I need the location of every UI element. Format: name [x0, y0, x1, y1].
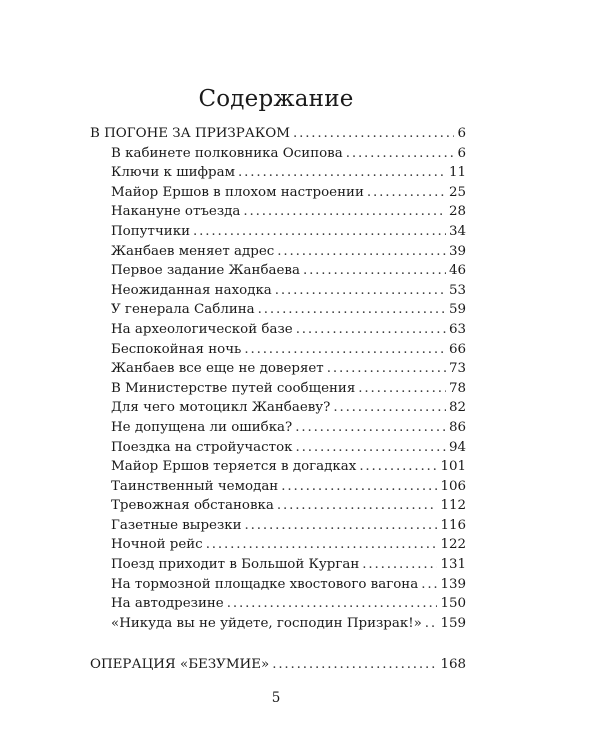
- toc-chapter-entry: [90, 555, 466, 575]
- toc-chapter-entry: [90, 457, 466, 477]
- page-number: 5: [271, 690, 281, 706]
- toc-chapter-entry: [90, 535, 466, 555]
- dot-leader: [425, 614, 438, 634]
- toc-chapter-title: Майор Ершов теряется в догадках: [111, 459, 357, 475]
- toc-chapter-title: В Министерстве путей сообщения: [111, 380, 356, 396]
- toc-page-number: 53: [448, 282, 466, 298]
- toc-chapter-entry: [90, 320, 466, 340]
- dot-leader: [238, 163, 446, 183]
- toc-chapter-title: Накануне отъезда: [111, 204, 241, 220]
- toc-chapter-entry: [90, 418, 466, 438]
- toc-chapter-title: Ночной рейс: [111, 537, 203, 553]
- toc-chapter-entry: [90, 163, 466, 183]
- dot-leader: [277, 496, 438, 516]
- toc-page-number: 106: [440, 478, 466, 494]
- toc-chapter-entry: [90, 222, 466, 242]
- toc-chapter-title: Жанбаев все еще не доверяет: [111, 361, 324, 377]
- toc-page-number: 46: [448, 263, 466, 279]
- toc-chapter-title: У генерала Саблина: [111, 302, 255, 318]
- toc-chapter-entry: [90, 300, 466, 320]
- toc-page-number: 116: [440, 517, 466, 533]
- toc-part-entry: [90, 124, 466, 144]
- dot-leader: [206, 535, 438, 555]
- toc-chapter-entry: [90, 438, 466, 458]
- toc-page-number: 112: [440, 498, 466, 514]
- dot-leader: [272, 655, 437, 675]
- dot-leader: [333, 398, 446, 418]
- toc-chapter-title: Попутчики: [111, 223, 191, 239]
- toc-page-number: 168: [440, 657, 466, 673]
- toc-chapter-entry: [90, 516, 466, 536]
- toc-chapter-title: Первое задание Жанбаева: [111, 263, 300, 279]
- dot-leader: [421, 575, 437, 595]
- dot-leader: [296, 320, 446, 340]
- toc-page-number: 6: [457, 126, 466, 141]
- toc-page-number: 139: [440, 576, 466, 592]
- toc-chapter-entry: [90, 614, 466, 634]
- dot-leader: [193, 222, 446, 242]
- toc-chapter-title: Таинственный чемодан: [111, 478, 279, 494]
- toc-chapter-title: Жанбаев меняет адрес: [111, 243, 275, 259]
- toc-chapter-title: На автодрезине: [111, 596, 224, 612]
- dot-leader: [327, 359, 446, 379]
- dot-leader: [359, 457, 437, 477]
- dot-leader: [227, 594, 438, 614]
- dot-leader: [367, 183, 446, 203]
- dot-leader: [296, 438, 446, 458]
- toc-chapter-entry: [90, 496, 466, 516]
- toc-page-number: 159: [440, 615, 466, 631]
- toc-chapter-title: В кабинете полковника Осипова: [111, 145, 343, 161]
- toc-part-entry: [90, 655, 466, 675]
- dot-leader: [303, 261, 446, 281]
- toc-chapter-title: Ключи к шифрам: [111, 165, 236, 181]
- toc-page-number: 39: [448, 243, 466, 259]
- dot-leader: [244, 340, 446, 360]
- toc-page-number: 11: [448, 165, 466, 181]
- toc-chapter-title: Поезд приходит в Большой Курган: [111, 557, 360, 573]
- toc-page-number: 78: [448, 380, 466, 396]
- toc-page-number: 131: [440, 557, 466, 573]
- toc-page-number: 101: [440, 459, 466, 475]
- toc-chapter-entry: [90, 575, 466, 595]
- toc-chapter-title: Газетные вырезки: [111, 517, 242, 533]
- toc-page-number: 86: [448, 419, 466, 435]
- dot-leader: [362, 555, 437, 575]
- dot-leader: [358, 379, 446, 399]
- toc-part-title: ОПЕРАЦИЯ «БЕЗУМИЕ»: [90, 657, 270, 673]
- toc-chapter-title: Майор Ершов в плохом настроении: [111, 184, 364, 200]
- toc-chapter-title: Не допущена ли ошибка?: [111, 419, 293, 435]
- toc-chapter-title: На тормозной площадке хвостового вагона: [111, 576, 419, 592]
- dot-leader: [245, 516, 438, 536]
- toc-chapter-title: Неожиданная находка: [111, 282, 272, 298]
- toc-chapter-entry: [90, 398, 466, 418]
- toc-chapter-entry: [90, 359, 466, 379]
- toc-page-number: 63: [448, 321, 466, 337]
- dot-leader: [277, 242, 446, 262]
- toc-page-number: 150: [440, 596, 466, 612]
- dot-leader: [275, 281, 446, 301]
- toc-chapter-entry: [90, 477, 466, 497]
- toc-chapter-entry: [90, 281, 466, 301]
- page-title: Содержание: [198, 86, 354, 112]
- toc-page-number: 66: [448, 341, 466, 357]
- toc-chapter-title: «Никуда вы не уйдете, господин Призрак!»: [111, 615, 422, 631]
- toc-chapter-entry: [90, 144, 466, 164]
- toc-page-number: 6: [457, 145, 466, 161]
- toc-page-number: 34: [448, 223, 466, 239]
- table-of-contents: [90, 124, 466, 675]
- toc-chapter-entry: [90, 261, 466, 281]
- toc-chapter-entry: [90, 379, 466, 399]
- toc-chapter-entry: [90, 183, 466, 203]
- dot-leader: [346, 144, 455, 164]
- dot-leader: [295, 418, 446, 438]
- toc-chapter-title: На археологической базе: [111, 321, 293, 337]
- toc-chapter-entry: [90, 242, 466, 262]
- toc-page-number: 73: [448, 361, 466, 377]
- toc-page-number: 59: [448, 302, 466, 318]
- toc-page-number: 28: [448, 204, 466, 220]
- toc-part-title: В ПОГОНЕ ЗА ПРИЗРАКОМ: [90, 126, 290, 141]
- toc-chapter-entry: [90, 202, 466, 222]
- toc-chapter-entry: [90, 594, 466, 614]
- toc-chapter-entry: [90, 340, 466, 360]
- toc-page-number: 25: [448, 184, 466, 200]
- dot-leader: [281, 477, 437, 497]
- toc-chapter-title: Беспокойная ночь: [111, 341, 242, 357]
- dot-leader: [258, 300, 446, 320]
- toc-chapter-title: Поездка на стройучасток: [111, 439, 293, 455]
- dot-leader: [243, 202, 446, 222]
- toc-page-number: 82: [448, 400, 466, 416]
- toc-page-number: 122: [440, 537, 466, 553]
- toc-chapter-title: Тревожная обстановка: [111, 498, 274, 514]
- toc-page-number: 94: [448, 439, 466, 455]
- dot-leader: [293, 124, 455, 144]
- toc-chapter-title: Для чего мотоцикл Жанбаеву?: [111, 400, 331, 416]
